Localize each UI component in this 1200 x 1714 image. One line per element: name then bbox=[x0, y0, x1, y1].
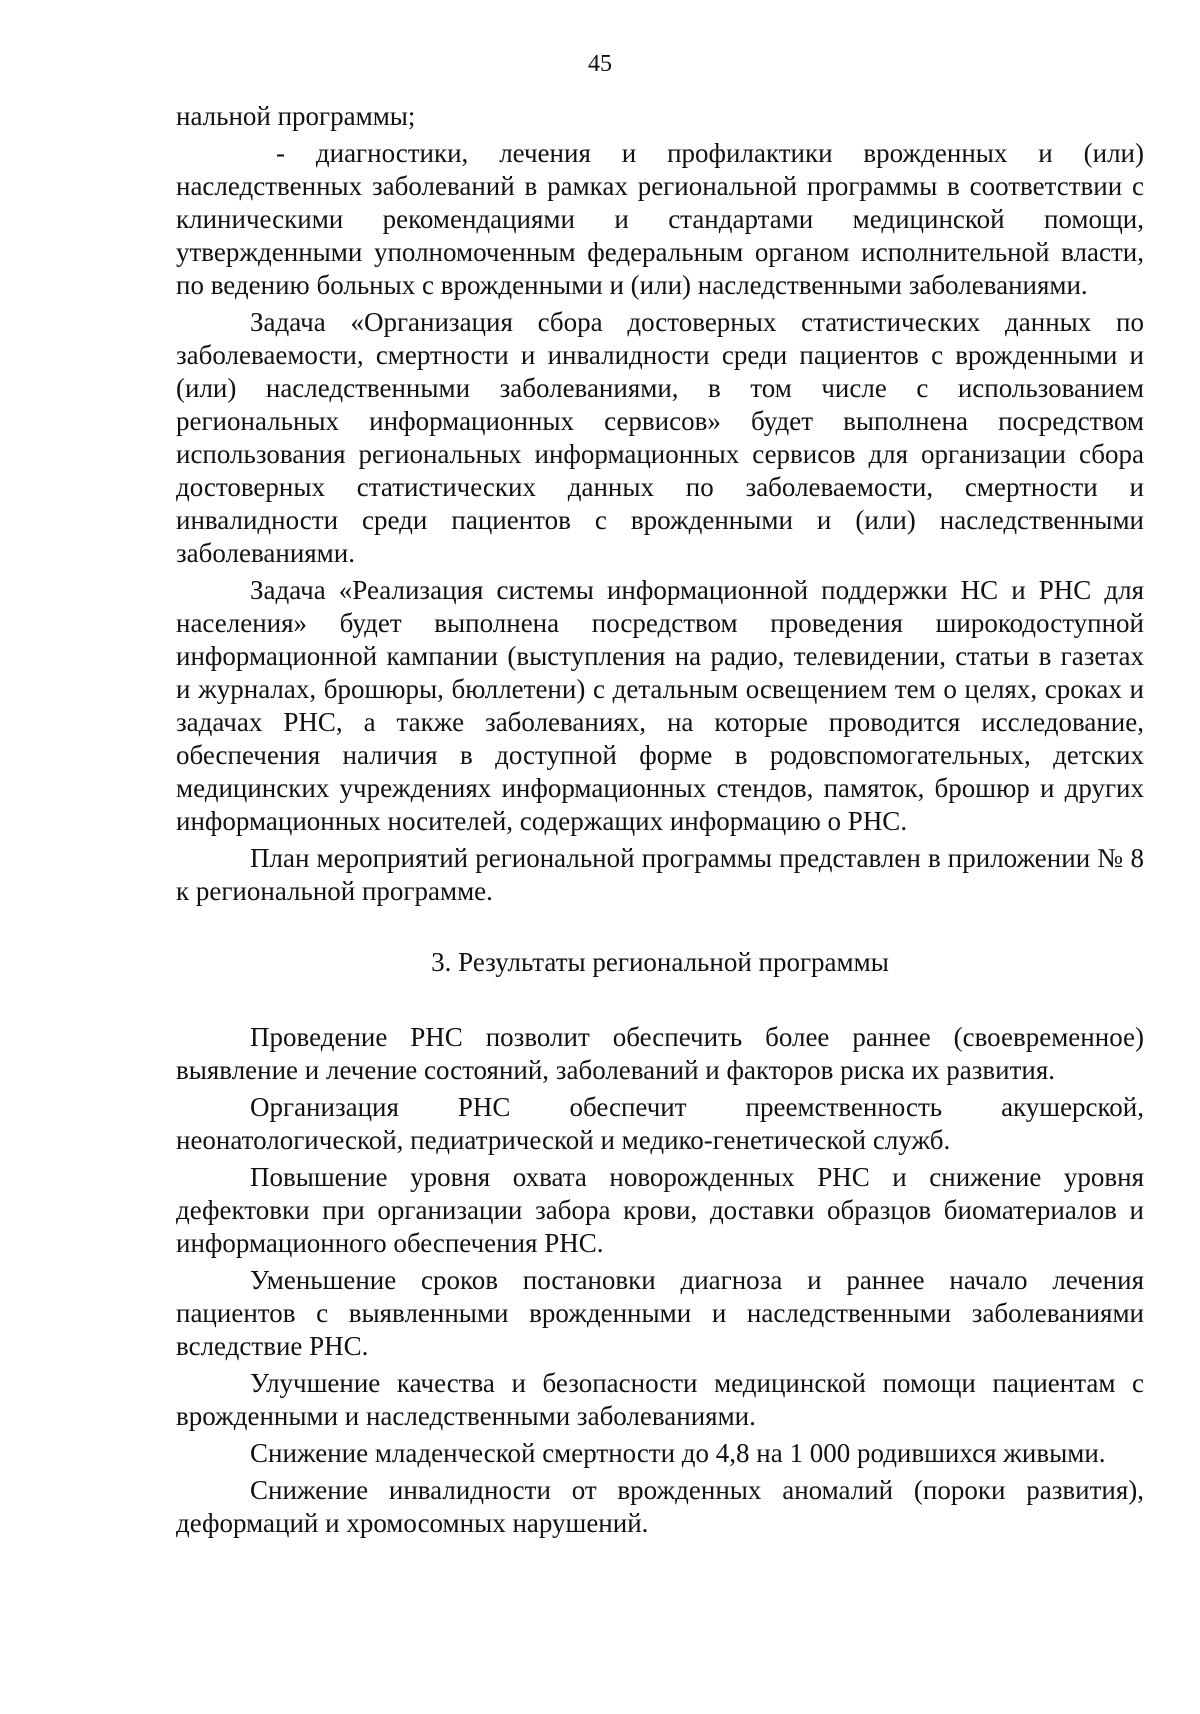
paragraph-action-plan: План мероприятий региональной программы представлен в приложении № 8 к региональной программе. bbox=[176, 843, 1144, 906]
result-item: Уменьшение сроков постановки диагноза и раннее начало лечения пациентов с выявленными врожденными и наследственными заболеваниями вследствие РНС. bbox=[176, 1265, 1144, 1361]
result-item: Организация РНС обеспечит преемственность акушерской, неонатологической, педиатрической и медико-генетической служб. bbox=[176, 1092, 1144, 1155]
paragraph-statistics-task: Задача «Организация сбора достоверных статистических данных по заболеваемости, смертности и инвалидности среди пациентов с врожденными и (или) наследственными заболеваниями, в том числе с использованием региональных информационных сервисов» будет выполнена посредством использования региональных информационных сервисов для организации сбора достоверных статистических данных по заболеваемости, смертности и инвалидности среди пациентов с врожденными и (или) наследственными заболеваниями. bbox=[176, 307, 1144, 568]
paragraph-diagnostics-item: - диагностики, лечения и профилактики врожденных и (или) наследственных заболеваний в рамках региональной программы в соответствии с клиническими рекомендациями и стандартами медицинской помощи, утвержденными уполномоченным федеральным органом исполнительной власти, по ведению больных с врожденными и (или) наследственными заболеваниями. bbox=[176, 138, 1144, 300]
paragraph-information-task: Задача «Реализация системы информационной поддержки НС и РНС для населения» будет выполнена посредством проведения широкодоступной информационной кампании (выступления на радио, телевидении, статьи в газетах и журналах, брошюры, бюллетени) с детальным освещением тем о целях, сроках и задачах РНС, а также заболеваниях, на которые проводится исследование, обеспечения наличия в доступной форме в родовспомогательных, детских медицинских учреждениях информационных стендов, памяток, брошюр и других информационных носителей, содержащих информацию о РНС. bbox=[176, 575, 1144, 836]
page-body bbox=[176, 100, 1144, 1544]
result-item: Снижение инвалидности от врожденных аномалий (пороки развития), деформаций и хромосомных нарушений. bbox=[176, 1475, 1144, 1538]
page-number: 45 bbox=[588, 51, 612, 77]
result-item: Снижение младенческой смертности до 4,8 на 1 000 родившихся живыми. bbox=[250, 1438, 1106, 1468]
section-heading: 3. Результаты региональной программы bbox=[431, 947, 889, 977]
result-item: Повышение уровня охвата новорожденных РНС и снижение уровня дефектовки при организации забора крови, доставки образцов биоматериалов и информационного обеспечения РНС. bbox=[176, 1162, 1144, 1258]
paragraph-continuation: нальной программы; bbox=[176, 101, 416, 131]
result-item: Проведение РНС позволит обеспечить более раннее (своевременное) выявление и лечение состояний, заболеваний и факторов риска их развития. bbox=[176, 1022, 1144, 1085]
result-item: Улучшение качества и безопасности медицинской помощи пациентам с врожденными и наследственными заболеваниями. bbox=[176, 1368, 1144, 1431]
